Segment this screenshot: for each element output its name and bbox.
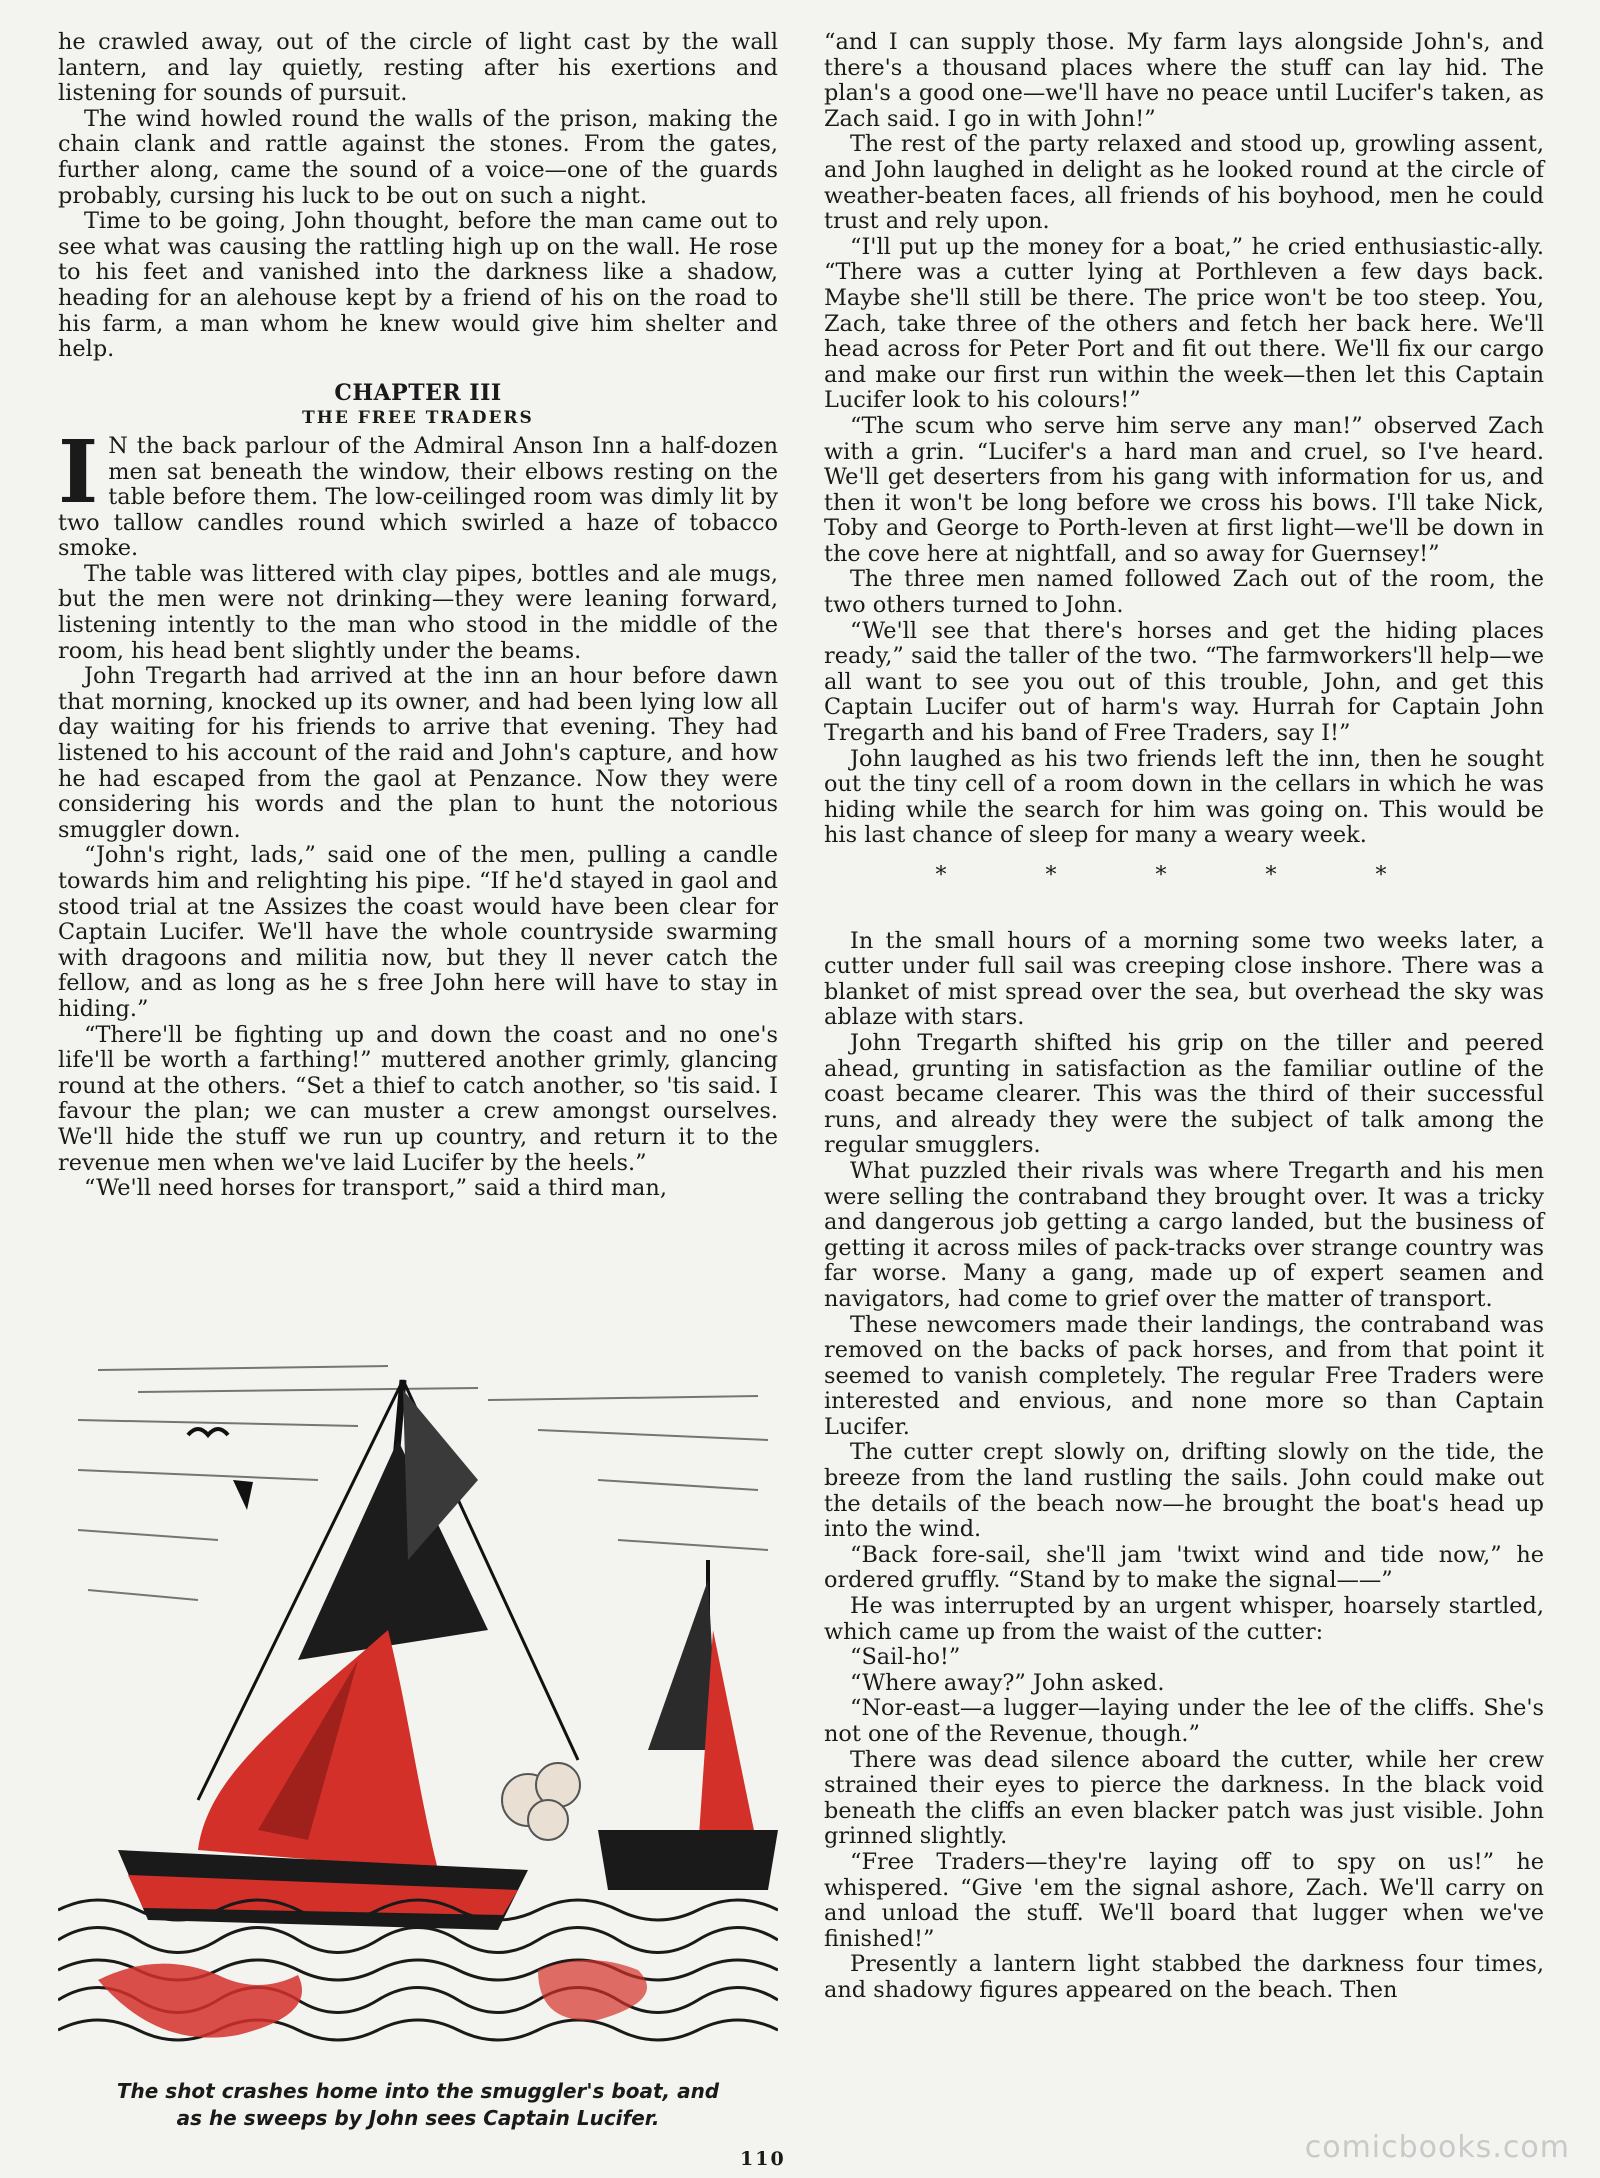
paragraph: “Sail-ho!” xyxy=(850,1644,961,1671)
paragraph: There was dead silence aboard the cutter, while her crew strained their eyes to pierce the darkness. In the black void beneath the cliffs an even blacker patch was just visible. John grinned slightly. xyxy=(824,1746,1544,1850)
drop-cap: I xyxy=(58,421,99,523)
paragraph: The table was littered with clay pipes, bottles and ale mugs, but the men were not drinking—they were leaning forward, listening intently to the man who stood in the middle of the room, his head bent slightly under the beams. xyxy=(58,560,778,664)
paragraph: “We'll see that there's horses and get the hiding places ready,” said the taller of the two. “The farmworkers'll help—we all want to see you out of this trouble, John, and get this Captain Lucifer out of harm's way. Hurrah for Captain John Tregarth and his band of Free Traders, say I!” xyxy=(824,617,1544,747)
paragraph: John Tregarth had arrived at the inn an hour before dawn that morning, knocked up its owner, and had been lying low all day waiting for his friends to arrive that evening. They had listened to his account of the raid and John's capture, and how he had escaped from the gaol at Penzance. Now they were considering his words and the plan to hunt the notorious smuggler down. xyxy=(58,663,778,843)
ship-illustration xyxy=(58,1330,778,2080)
paragraph: “There'll be fighting up and down the coast and no one's life'll be worth a farthing!” muttered another grimly, glancing round at the others. “Set a thief to catch another, so 'tis said. I favour the plan; we can muster a crew amongst ourselves. We'll hide the stuff we run up country, and return it to the revenue men when we've laid Lucifer by the heels.” xyxy=(58,1021,778,1176)
paragraph-dropcap xyxy=(58,421,778,562)
paragraph: What puzzled their rivals was where Tregarth and his men were selling the contraband they brought over. It was a tricky and dangerous job getting a cargo landed, but the business of getting it across miles of pack-tracks over strange country was far worse. Many a gang, made up of expert seamen and navigators, had come to grief over the matter of transport. xyxy=(824,1157,1544,1312)
paragraph: The rest of the party relaxed and stood up, growling assent, and John laughed in delight as he looked round at the circle of weather-beaten faces, all friends of his boyhood, men he could trust and rely upon. xyxy=(824,131,1544,235)
paragraph: John laughed as his two friends left the inn, then he sought out the tiny cell of a room down in the cellars in which he was hiding while the search for him was going on. This would be his last chance of sleep for many a weary week. xyxy=(824,745,1544,849)
paragraph: The cutter crept slowly on, drifting slowly on the tide, the breeze from the land rustling the sails. John could make out the details of the beach now—he brought the boat's head up into the wind. xyxy=(824,1439,1544,1543)
paragraph: The wind howled round the walls of the prison, making the chain clank and rattle against the stones. From the gates, further along, came the sound of a voice—one of the guards probably, cursing his luck to be out on such a night. xyxy=(58,105,778,209)
paragraph-text: N the back parlour of the Admiral Anson Inn a half-dozen men sat beneath the window, their elbows resting on the table before them. The low-ceilinged room was dimly lit by two tallow candles round which swirled a haze of tobacco smoke. xyxy=(58,432,778,562)
paragraph: “We'll need horses for transport,” said a third man, xyxy=(84,1175,667,1202)
chapter-title: CHAPTER III xyxy=(334,379,502,406)
caption-line: The shot crashes home into the smuggler's boat, and xyxy=(116,2079,720,2103)
paragraph: he crawled away, out of the circle of light cast by the wall lantern, and lay quietly, resting after his exertions and listening for sounds of pursuit. xyxy=(58,29,778,107)
paragraph: He was interrupted by an urgent whisper, hoarsely startled, which came up from the waist of the cutter: xyxy=(824,1593,1544,1645)
paragraph: “John's right, lads,” said one of the men, pulling a candle towards him and relighting his pipe. “If he'd stayed in gaol and stood trial at tne Assizes the coast would have been clear for Captain Lucifer. We'll have the whole countryside swarming with dragoons and militia now, but they ll never catch the fellow, and as long as he s free John here will have to stay in hiding.” xyxy=(58,842,778,1022)
paragraph: “Free Traders—they're laying off to spy on us!” he whispered. “Give 'em the signal ashore, Zach. We'll carry on and unload the stuff. We'll board that lugger when we've finished!” xyxy=(824,1848,1544,1952)
paragraph: “The scum who serve him serve any man!” observed Zach with a grin. “Lucifer's a hard man and cruel, so I've heard. We'll get deserters from his gang with information for us, and then it won't be long before we cross his bows. I'll take Nick, Toby and George to Porth-leven at first light—we'll be down in the cove here at nightfall, and so away for Guernsey!” xyxy=(824,412,1544,567)
illustration-caption xyxy=(58,2078,778,2132)
page-number: 110 xyxy=(740,2148,786,2170)
section-separator: * * * * * xyxy=(935,863,1433,888)
ship-battle-picture xyxy=(58,1330,778,2070)
paragraph: The three men named followed Zach out of the room, the two others turned to John. xyxy=(824,566,1544,619)
paragraph: Time to be going, John thought, before the man came out to see what was causing the rattling high up on the wall. He rose to his feet and vanished into the darkness like a shadow, heading for an alehouse kept by a friend of his on the road to his farm, a man whom he knew would give him shelter and help. xyxy=(58,208,778,363)
paragraph: “Nor-east—a lugger—laying under the lee of the cliffs. She's not one of the Revenue, though.” xyxy=(824,1695,1544,1747)
watermark: comicbooks.com xyxy=(1304,2130,1570,2165)
right-column xyxy=(824,30,1544,2004)
paragraph: John Tregarth shifted his grip on the tiller and peered ahead, grunting in satisfaction as the familiar outline of the coast became clearer. This was the third of their successful runs, and already they were the subject of talk among the regular smugglers. xyxy=(824,1029,1544,1159)
caption-line: as he sweeps by John sees Captain Lucifer. xyxy=(176,2106,660,2130)
paragraph: “Back fore-sail, she'll jam 'twixt wind and tide now,” he ordered gruffly. “Stand by to make the signal——” xyxy=(824,1541,1544,1594)
left-column xyxy=(58,30,778,1202)
paragraph: “I'll put up the money for a boat,” he cried enthusiastic-ally. “There was a cutter lying at Porthleven a few days back. Maybe she'll still be there. The price won't be too steep. You, Zach, take three of the others and fetch her back here. We'll head across for Peter Port and fit out there. We'll fix our cargo and make our first run within the week—then let this Captain Lucifer look to his colours!” xyxy=(824,233,1544,414)
paragraph: “and I can supply those. My farm lays alongside John's, and there's a thousand places where the stuff can lay hid. The plan's a good one—we'll have no peace until Lucifer's taken, as Zach said. I go in with John!” xyxy=(824,29,1544,132)
paragraph: Presently a lantern light stabbed the darkness four times, and shadowy figures appeared on the beach. Then xyxy=(824,1951,1544,2003)
paragraph: These newcomers made their landings, the contraband was removed on the backs of pack horses, and from that point it seemed to vanish completely. The regular Free Traders were interested and envious, and none more so than Captain Lucifer. xyxy=(824,1311,1544,1440)
chapter-subtitle: THE FREE TRADERS xyxy=(302,408,534,429)
paragraph: In the small hours of a morning some two weeks later, a cutter under full sail was creeping close inshore. There was a blanket of mist spread over the sea, but overhead the sky was ablaze with stars. xyxy=(824,927,1544,1031)
page xyxy=(58,30,1552,2140)
paragraph: “Where away?” John asked. xyxy=(850,1669,1165,1696)
